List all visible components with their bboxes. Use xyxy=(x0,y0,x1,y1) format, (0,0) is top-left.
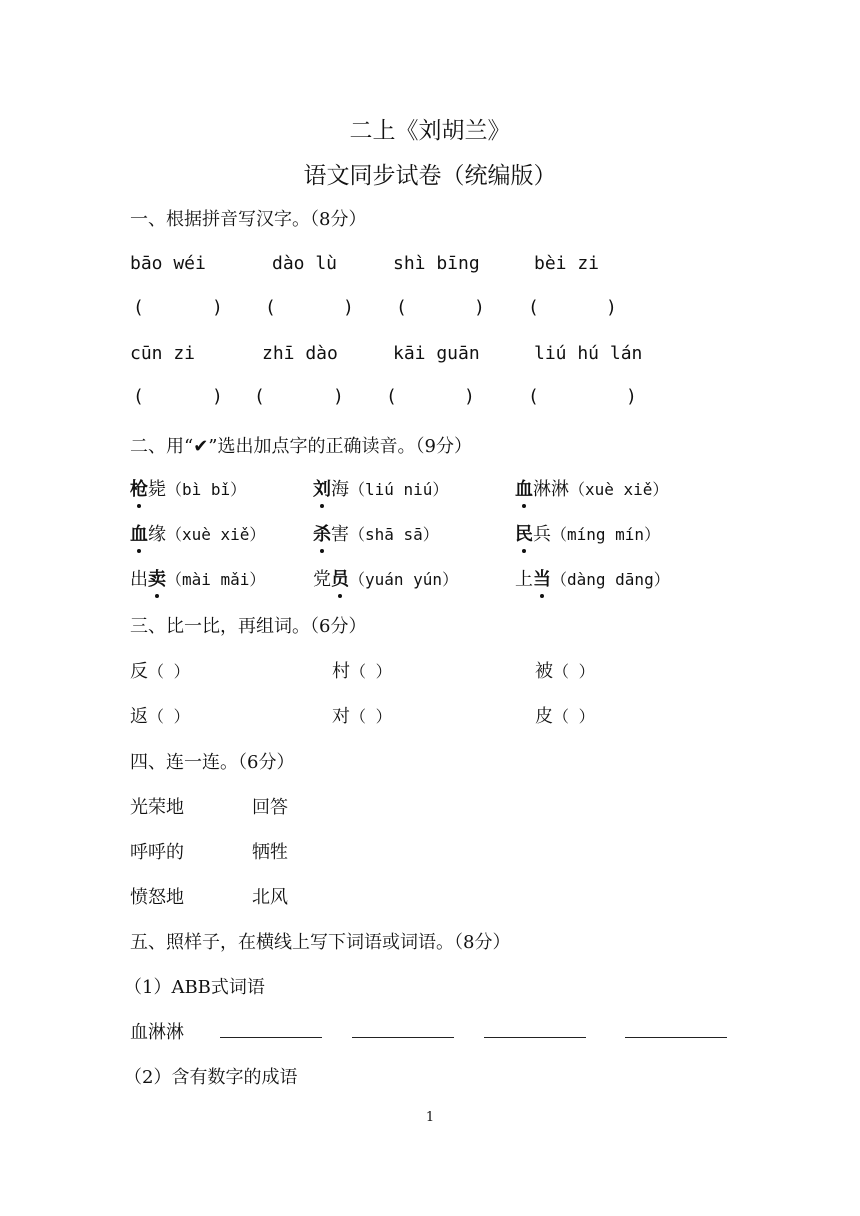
q3-heading: 三、比一比，再组词。（6分） xyxy=(130,616,367,637)
q3-item-6 xyxy=(535,702,595,728)
item-options: （bì bǐ） xyxy=(166,480,247,499)
q1-blank-close-6: ) xyxy=(333,386,344,407)
q3-item-2 xyxy=(332,657,392,683)
q2-item-8 xyxy=(313,565,458,591)
q3-paren: （ ） xyxy=(148,707,190,726)
q2-heading-pre: 二、用“ xyxy=(130,436,194,457)
q3-paren: （ ） xyxy=(553,707,595,726)
item-rest: 淋淋 xyxy=(533,479,569,500)
q2-heading-post: ”选出加点字的正确读音。（9分） xyxy=(208,436,472,457)
q4-left-1: 光荣地 xyxy=(130,797,184,818)
q1-pinyin-8: liú hú lán xyxy=(534,343,643,364)
item-options: （shā sā） xyxy=(349,525,439,544)
item-options: （mài mǎi） xyxy=(166,570,266,589)
q1-blank-close-1: ) xyxy=(212,297,223,318)
q2-item-4 xyxy=(130,520,265,546)
item-options: （dàng dāng） xyxy=(551,570,670,589)
q4-right-1: 回答 xyxy=(252,797,288,818)
q3-paren: （ ） xyxy=(553,662,595,681)
q1-blank-close-5: ) xyxy=(212,386,223,407)
q2-item-5 xyxy=(313,520,439,546)
item-pre: 出 xyxy=(130,569,148,590)
q1-pinyin-5: cūn zi xyxy=(130,343,196,364)
q2-item-6 xyxy=(515,520,660,546)
q3-char: 反 xyxy=(130,661,148,682)
q1-blank-open-3: ( xyxy=(396,297,407,318)
q3-item-1 xyxy=(130,657,190,683)
item-options: （míng mín） xyxy=(551,525,661,544)
page-number: 1 xyxy=(425,1110,435,1125)
q1-heading: 一、根据拼音写汉字。（8分） xyxy=(130,209,367,230)
item-options: （liú niú） xyxy=(349,480,449,499)
q2-item-7 xyxy=(130,565,265,591)
q2-item-9 xyxy=(515,565,670,591)
item-options: （yuán yún） xyxy=(349,570,459,589)
q1-pinyin-7: kāi guān xyxy=(393,343,480,364)
q2-item-1 xyxy=(130,475,246,501)
answer-line-4[interactable] xyxy=(625,1037,727,1038)
dotted-char: 民 xyxy=(515,520,533,546)
dotted-char: 员 xyxy=(331,565,349,591)
q5-sub2: （2）含有数字的成语 xyxy=(124,1067,298,1088)
dotted-char: 血 xyxy=(130,520,148,546)
dotted-char: 刘 xyxy=(313,475,331,501)
q1-pinyin-2: dào lù xyxy=(272,253,338,274)
q1-blank-open-5: ( xyxy=(133,386,144,407)
q4-right-3: 北风 xyxy=(252,887,288,908)
answer-line-1[interactable] xyxy=(220,1037,322,1038)
q3-paren: （ ） xyxy=(350,707,392,726)
q3-char: 返 xyxy=(130,706,148,727)
q2-item-2 xyxy=(313,475,448,501)
q1-blank-close-2: ) xyxy=(343,297,354,318)
q3-char: 被 xyxy=(535,661,553,682)
dotted-char: 卖 xyxy=(148,565,166,591)
q2-heading xyxy=(130,432,472,458)
q3-paren: （ ） xyxy=(148,662,190,681)
q5-heading: 五、照样子，在横线上写下词语或词语。（8分） xyxy=(130,932,511,953)
q4-heading: 四、连一连。（6分） xyxy=(130,752,295,773)
q1-blank-close-3: ) xyxy=(474,297,485,318)
item-rest: 兵 xyxy=(533,524,551,545)
item-rest: 缘 xyxy=(148,524,166,545)
q3-item-4 xyxy=(130,702,190,728)
answer-line-2[interactable] xyxy=(352,1037,454,1038)
page-subtitle: 语文同步试卷（统编版） xyxy=(303,163,557,189)
q1-blank-close-8: ) xyxy=(626,386,637,407)
q3-char: 村 xyxy=(332,661,350,682)
dotted-char: 杀 xyxy=(313,520,331,546)
q3-char: 皮 xyxy=(535,706,553,727)
q1-blank-open-1: ( xyxy=(133,297,144,318)
dotted-char: 枪 xyxy=(130,475,148,501)
q1-blank-open-4: ( xyxy=(528,297,539,318)
dotted-char: 当 xyxy=(533,565,551,591)
q4-right-2: 牺牲 xyxy=(252,842,288,863)
item-rest: 害 xyxy=(331,524,349,545)
answer-line-3[interactable] xyxy=(484,1037,586,1038)
q3-paren: （ ） xyxy=(350,662,392,681)
page-title: 二上《刘胡兰》 xyxy=(349,118,511,144)
q1-blank-open-6: ( xyxy=(254,386,265,407)
q1-blank-close-4: ) xyxy=(606,297,617,318)
check-icon: ✔ xyxy=(193,436,209,457)
q1-blank-open-7: ( xyxy=(386,386,397,407)
q1-pinyin-3: shì bīng xyxy=(393,253,480,274)
q2-item-3 xyxy=(515,475,668,501)
q3-char: 对 xyxy=(332,706,350,727)
item-options: （xuè xiě） xyxy=(569,480,669,499)
q5-sub1: （1）ABB式词语 xyxy=(124,977,265,998)
item-pre: 上 xyxy=(515,569,533,590)
q3-item-3 xyxy=(535,657,595,683)
item-options: （xuè xiě） xyxy=(166,525,266,544)
q5-example: 血淋淋 xyxy=(130,1022,184,1043)
q3-item-5 xyxy=(332,702,392,728)
item-pre: 党 xyxy=(313,569,331,590)
q1-blank-open-8: ( xyxy=(528,386,539,407)
q1-blank-close-7: ) xyxy=(464,386,475,407)
dotted-char: 血 xyxy=(515,475,533,501)
item-rest: 毙 xyxy=(148,479,166,500)
item-rest: 海 xyxy=(331,479,349,500)
q4-left-3: 愤怒地 xyxy=(130,887,184,908)
q1-pinyin-1: bāo wéi xyxy=(130,253,206,274)
q4-left-2: 呼呼的 xyxy=(130,842,184,863)
q1-pinyin-4: bèi zi xyxy=(534,253,600,274)
q1-blank-open-2: ( xyxy=(265,297,276,318)
q1-pinyin-6: zhī dào xyxy=(262,343,338,364)
